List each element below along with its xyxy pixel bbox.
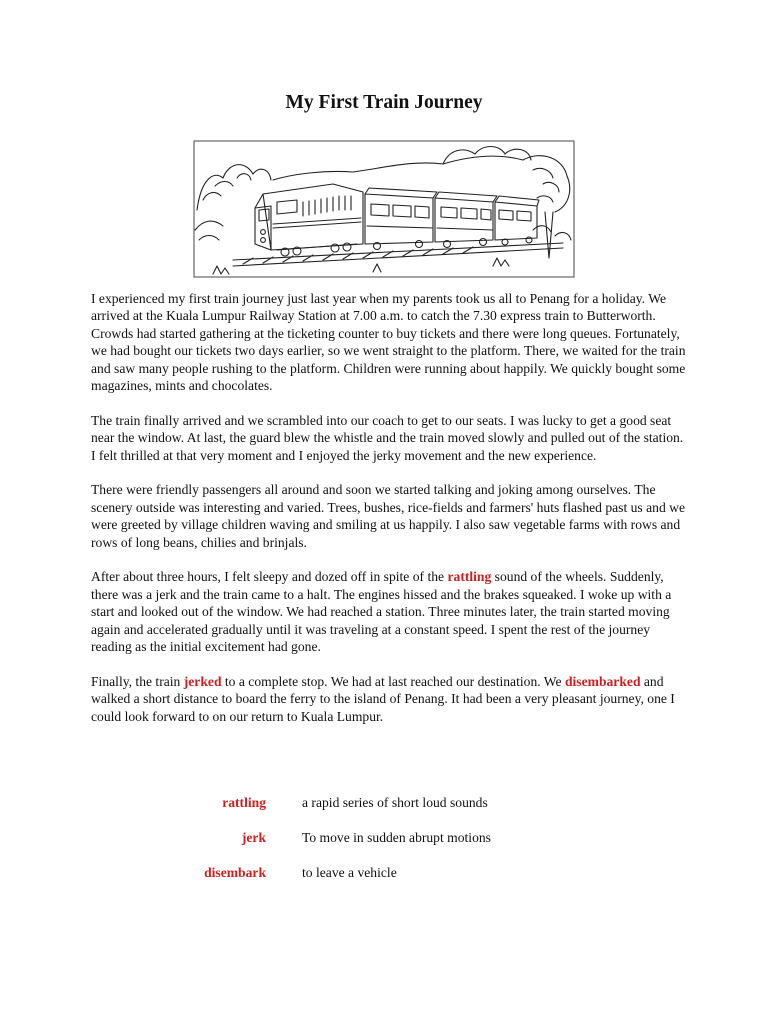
paragraph-5-text-a: Finally, the train [91, 673, 184, 689]
glossary-row [150, 795, 650, 830]
page-title: My First Train Journey [285, 92, 483, 113]
glossary-row [150, 830, 650, 865]
highlight-word-rattling: rattling [447, 569, 492, 585]
article-body [91, 290, 691, 742]
paragraph-1: I experienced my first train journey just last year when my parents took us all to Penang for a holiday. We arrived at the Kuala Lumpur Railway Station at 7.00 a.m. to catch the 7.30 express train to Butterworth. Crowds had started gathering at the ticketing counter to buy tickets and there were long queues. Fortunately, we had bought our tickets two days earlier, so we went straight to the platform. There, we waited for the train and saw many people rushing to the platform. Children were running about happily. We quickly bought some magazines, mints and chocolates. [91, 291, 686, 394]
paragraph-5-text-c: and walked a short distance to board the ferry to the island of Penang. It had been a very pleasant journey, one I could look forward to on our return to Kuala Lumpur. [91, 673, 675, 724]
glossary-definition: To move in sudden abrupt motions [302, 830, 491, 845]
glossary-term: rattling [222, 795, 266, 810]
paragraph-5 [91, 673, 691, 725]
paragraph-4 [91, 568, 691, 655]
paragraph-3: There were friendly passengers all around and soon we started talking and joking among ourselves. The scenery outside was interesting and varied. Trees, bushes, rice-fields and farmers' huts flashed past us and we were greeted by village children waving and smiling at us happily. I also saw vegetable farms with rows and rows of long beans, chilies and brinjals. [91, 482, 685, 550]
glossary-term: disembark [204, 865, 266, 880]
glossary-term: jerk [241, 830, 266, 845]
glossary-row [150, 865, 650, 900]
paragraph-4-text-b: sound of the wheels. Suddenly, there was a jerk and the train came to a halt. The engines hissed and the brakes squeaked. I woke up with a start and looked out of the window. We had reached a station. Three minutes later, the train started moving again and accelerated gradually until it was traveling at a constant speed. I spent the rest of the journey reading as the initial excitement had gone. [91, 569, 672, 655]
paragraph-4-text-a: After about three hours, I felt sleepy and dozed off in spite of the [91, 569, 448, 585]
glossary-definition: a rapid series of short loud sounds [302, 795, 488, 810]
vocabulary-glossary [150, 795, 650, 900]
glossary-definition: to leave a vehicle [302, 865, 397, 880]
paragraph-2: The train finally arrived and we scrambled into our coach to get to our seats. I was lucky to get a good seat near the window. At last, the guard blew the whistle and the train moved slowly and pulled out of the station. I felt thrilled at that very moment and I enjoyed the jerky movement and the new experience. [91, 412, 684, 463]
highlight-word-disembarked: disembarked [564, 673, 641, 689]
train-illustration [193, 140, 575, 278]
paragraph-5-text-b: to a complete stop. We had at last reached our destination. We [221, 673, 565, 689]
highlight-word-jerked: jerked [183, 673, 222, 689]
